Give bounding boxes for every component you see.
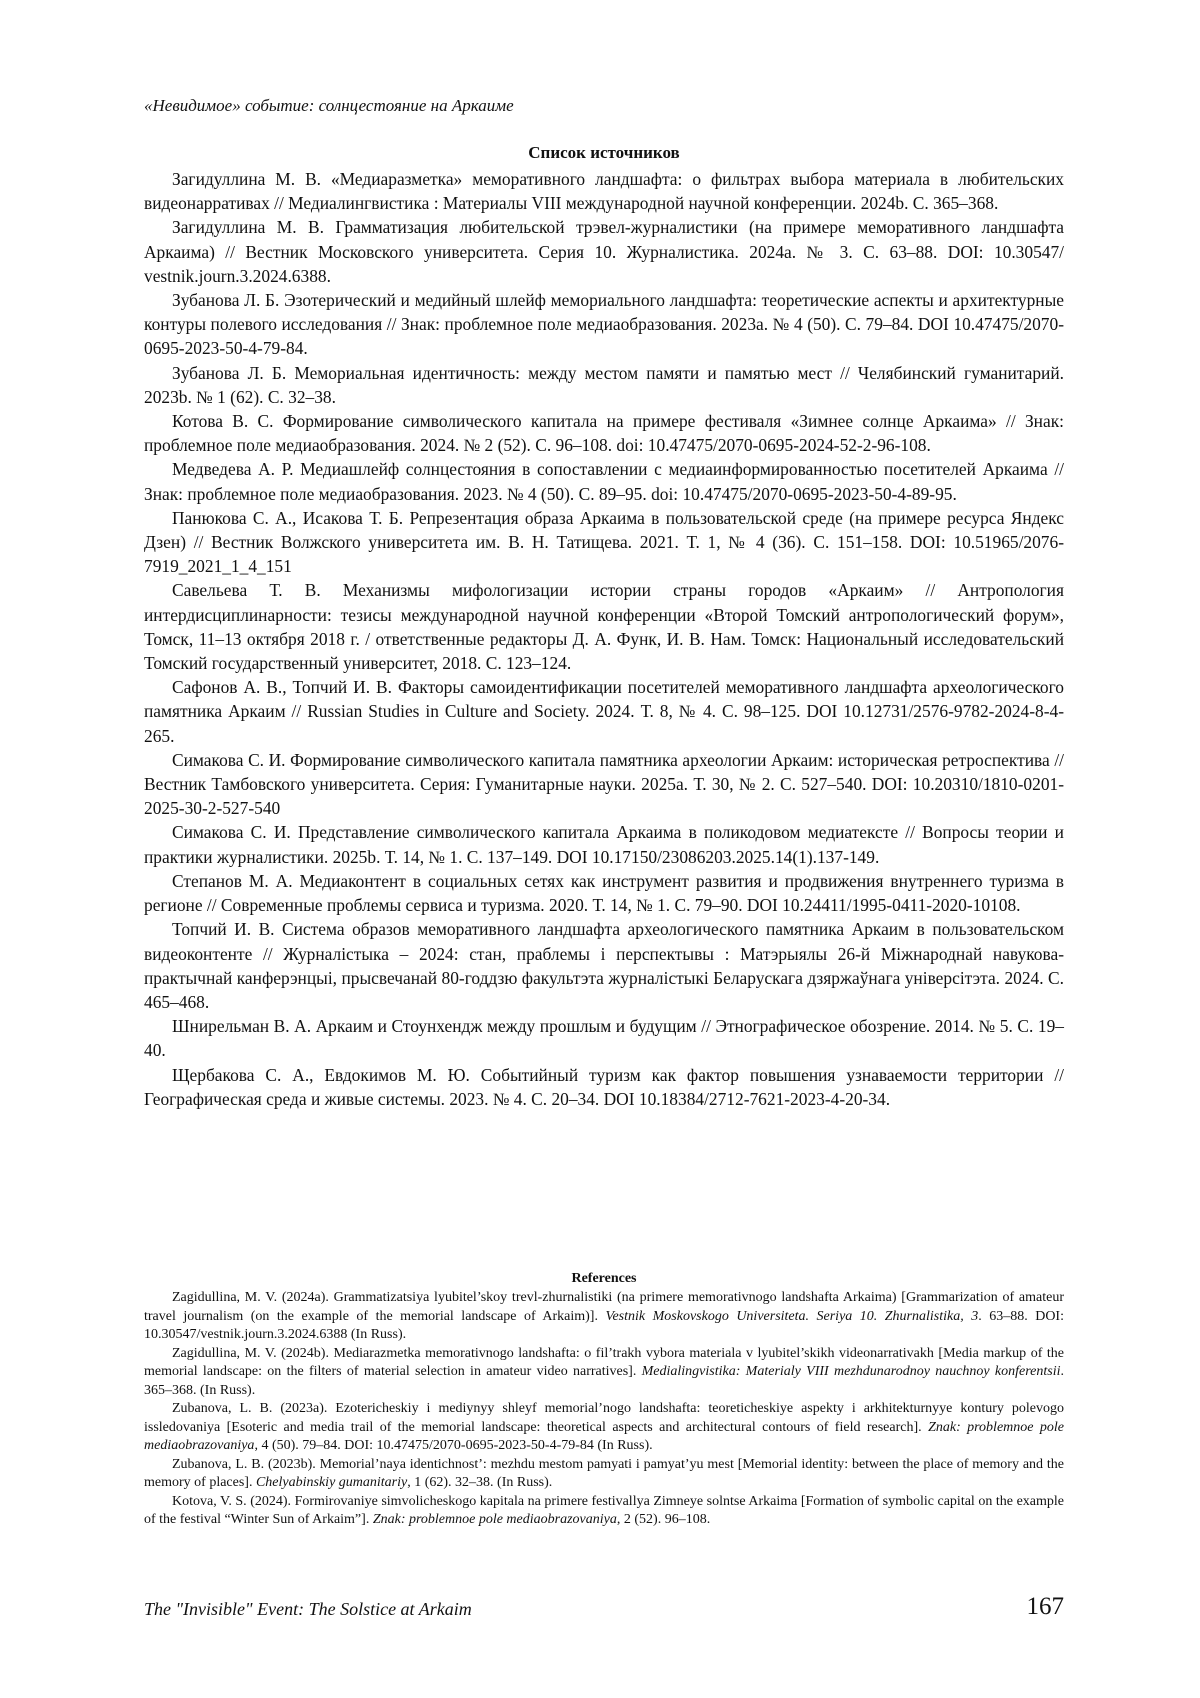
references-title: References <box>571 1271 637 1286</box>
reference-item <box>144 1456 1064 1493</box>
source-item: Щербакова С. А., Евдокимов М. Ю. Событийный туризм как фактор повышения узнаваемости территории // Географическая среда и живые системы. 2023. № 4. С. 20–34. DOI 10.18384/2712-7621-2023-4-20-34. <box>144 1064 1064 1109</box>
page <box>144 0 1064 1698</box>
reference-tail: . 365–368. (In Russ). <box>144 1364 1064 1398</box>
reference-source: Znak: problemnoe pole mediaobrazovaniya <box>372 1512 617 1527</box>
source-item: Сафонов А. В., Топчий И. В. Факторы самоидентификации посетителей меморативного ландшафта археологического памятника Аркаим // Russian Studies in Culture and Society. 2024. Т. 8, № 4. С. 98–125. DOI 10.12731/2576-9782-2024-8-4-265. <box>144 677 1064 746</box>
source-item: Симакова С. И. Формирование символического капитала памятника археологии Аркаим: историческая ретроспектива // Вестник Тамбовского университета. Серия: Гуманитарные науки. 2025a. Т. 30, № 2. С. 527–540. DOI: 10.20310/1810-0201-2025-30-2-527-540 <box>144 749 1064 819</box>
reference-item <box>144 1400 1064 1456</box>
source-item: Зубанова Л. Б. Эзотерический и медийный шлейф мемориального ландшафта: теоретические аспекты и архитектурные контуры полевого исследования // Знак: проблемное поле медиаобразования. 2023a. № 4 (50). С. 79–84. DOI 10.47475/2070-0695-2023-50-4-79-84. <box>144 290 1064 359</box>
reference-text: Zubanova, L. B. (2023b). Memorial’naya identichnost’: mezhdu mestom pamyati i pamyat’yu mest [Memorial identity: between the place of memory and the memory of places]. <box>144 1456 1064 1490</box>
source-item: Панюкова С. А., Исакова Т. Б. Репрезентация образа Аркаима в пользовательской среде (на примере ресурса Яндекс Дзен) // Вестник Волжского университета им. В. Н. Татищева. 2021. Т. 1, № 4 (36). С. 151–158. DOI: 10.51965/2076-7919_2021_1_4_151 <box>144 507 1064 577</box>
reference-text: Zubanova, L. B. (2023a). Ezotericheskiy i mediynyy shleyf memorial’nogo landshafta: teoreticheskiye aspekty i arkhitekturnyye kontury polevogo issledovaniya [Esoteric and media trail of the memorial landscape: theoretical aspects and architectural contours of field research]. <box>144 1401 1064 1435</box>
source-item: Симакова С. И. Представление символического капитала Аркаима в поликодовом медиатексте // Вопросы теории и практики журналистики. 2025b. Т. 14, № 1. С. 137–149. DOI 10.17150/23086203.2025.14(1).137-149. <box>144 822 1064 867</box>
reference-tail: , 1 (62). 32–38. (In Russ). <box>407 1475 553 1490</box>
reference-tail: , 2 (52). 96–108. <box>616 1512 711 1527</box>
reference-tail: . 63–88. DOI: 10.30547/vestnik.journ.3.2024.6388 (In Russ). <box>144 1308 1064 1342</box>
source-item: Савельева Т. В. Механизмы мифологизации истории страны городов «Аркаим» // Антропология интердисциплинарности: тезисы международной научной конференции «Второй Томский антропологический форум», Томск, 11–13 октября 2018 г. / ответственные редакторы Д. А. Функ, И. В. Нам. Томск: Национальный исследовательский Томский государственный университет, 2018. С. 123–124. <box>144 580 1064 674</box>
reference-source: Medialingvistika: Materialy VIII mezhdunarodnoy nauchnoy konferentsii <box>641 1364 1061 1379</box>
reference-tail: , 4 (50). 79–84. DOI: 10.47475/2070-0695-2023-50-4-79-84 (In Russ). <box>254 1438 653 1453</box>
page-number: 167 <box>1026 1593 1064 1620</box>
source-item: Загидуллина М. В. «Медиаразметка» меморативного ландшафта: о фильтрах выбора материала в любительских видеонарративах // Медиалингвистика : Материалы VIII международной научной конференции. 2024b. С. 365–368. <box>144 169 1064 214</box>
reference-text: Zagidullina, M. V. (2024b). Mediarazmetka memorativnogo landshafta: o fil’trakh vybora materiala v lyubitel’skikh videonarrativakh [Media markup of the memorial landscape: on the filters of material selection in amateur video narratives]. <box>144 1345 1064 1379</box>
source-item: Загидуллина М. В. Грамматизация любительской трэвел-журналистики (на примере меморативного ландшафта Аркаима) // Вестник Московского университета. Серия 10. Журналистика. 2024a. № 3. С. 63–88. DOI: 10.30547/ vestnik.journ.3.2024.6388. <box>144 217 1064 286</box>
source-item: Топчий И. В. Система образов меморативного ландшафта археологического памятника Аркаим в пользовательском видеоконтенте // Журналістыка – 2024: стан, праблемы і перспектывы : Матэрыялы 26-й Міжнароднай навукова-практычнай канферэнцыі, прысвечанай 80-годдзю факультэта журналістыкі Беларускага дзяржаўнага універсітэта. 2024. С. 465–468. <box>144 919 1064 1012</box>
reference-source: Chelyabinskiy gumanitariy <box>255 1475 408 1490</box>
reference-source: Vestnik Moskovskogo Universiteta. Seriya 10. Zhurnalistika, 3 <box>605 1308 979 1324</box>
reference-text: Kotova, V. S. (2024). Formirovaniye simvolicheskogo kapitala na primere festivallya Zimneye solntse Arkaima [Formation of symbolic capital on the example of the festival “Winter Sun of Arkaim”]. <box>144 1493 1064 1527</box>
source-item: Котова В. С. Формирование символического капитала на примере фестиваля «Зимнее солнце Аркаима» // Знак: проблемное поле медиаобразования. 2024. № 2 (52). С. 96–108. doi: 10.47475/2070-0695-2024-52-2-96-108. <box>144 411 1064 456</box>
source-item: Медведева А. Р. Медиашлейф солнцестояния в сопоставлении с медиаинформированностью посетителей Аркаима // Знак: проблемное поле медиаобразования. 2023. № 4 (50). С. 89–95. doi: 10.47475/2070-0695-2023-50-4-89-95. <box>144 459 1064 504</box>
source-item: Шнирельман В. А. Аркаим и Стоунхендж между прошлым и будущим // Этнографическое обозрение. 2014. № 5. С. 19–40. <box>144 1016 1064 1061</box>
footer-title: The "Invisible" Event: The Solstice at Arkaim <box>144 1599 472 1619</box>
reference-text: Zagidullina, M. V. (2024a). Grammatizatsiya lyubitel’skoy trevl-zhurnalistiki (na primere memorativnogo landshafta Arkaima) [Grammarization of amateur travel journalism (on the example of the memorial landscape of Arkaim)]. <box>144 1290 1064 1324</box>
sources-title: Список источников <box>528 143 680 162</box>
reference-item <box>144 1289 1064 1345</box>
source-item: Зубанова Л. Б. Мемориальная идентичность: между местом памяти и памятью мест // Челябинский гуманитарий. 2023b. № 1 (62). С. 32–38. <box>144 362 1064 407</box>
reference-item <box>144 1345 1064 1401</box>
running-title: «Невидимое» событие: солнцестояние на Аркаиме <box>144 96 514 115</box>
reference-source: Znak: problemnoe pole mediaobrazovaniya <box>144 1419 1064 1453</box>
source-item: Степанов М. А. Медиаконтент в социальных сетях как инструмент развития и продвижения внутреннего туризма в регионе // Современные проблемы сервиса и туризма. 2020. Т. 14, № 1. С. 79–90. DOI 10.24411/1995-0411-2020-10108. <box>144 870 1064 916</box>
reference-item <box>144 1493 1064 1530</box>
references-section <box>144 1271 1064 1530</box>
sources-section <box>144 143 1064 1111</box>
